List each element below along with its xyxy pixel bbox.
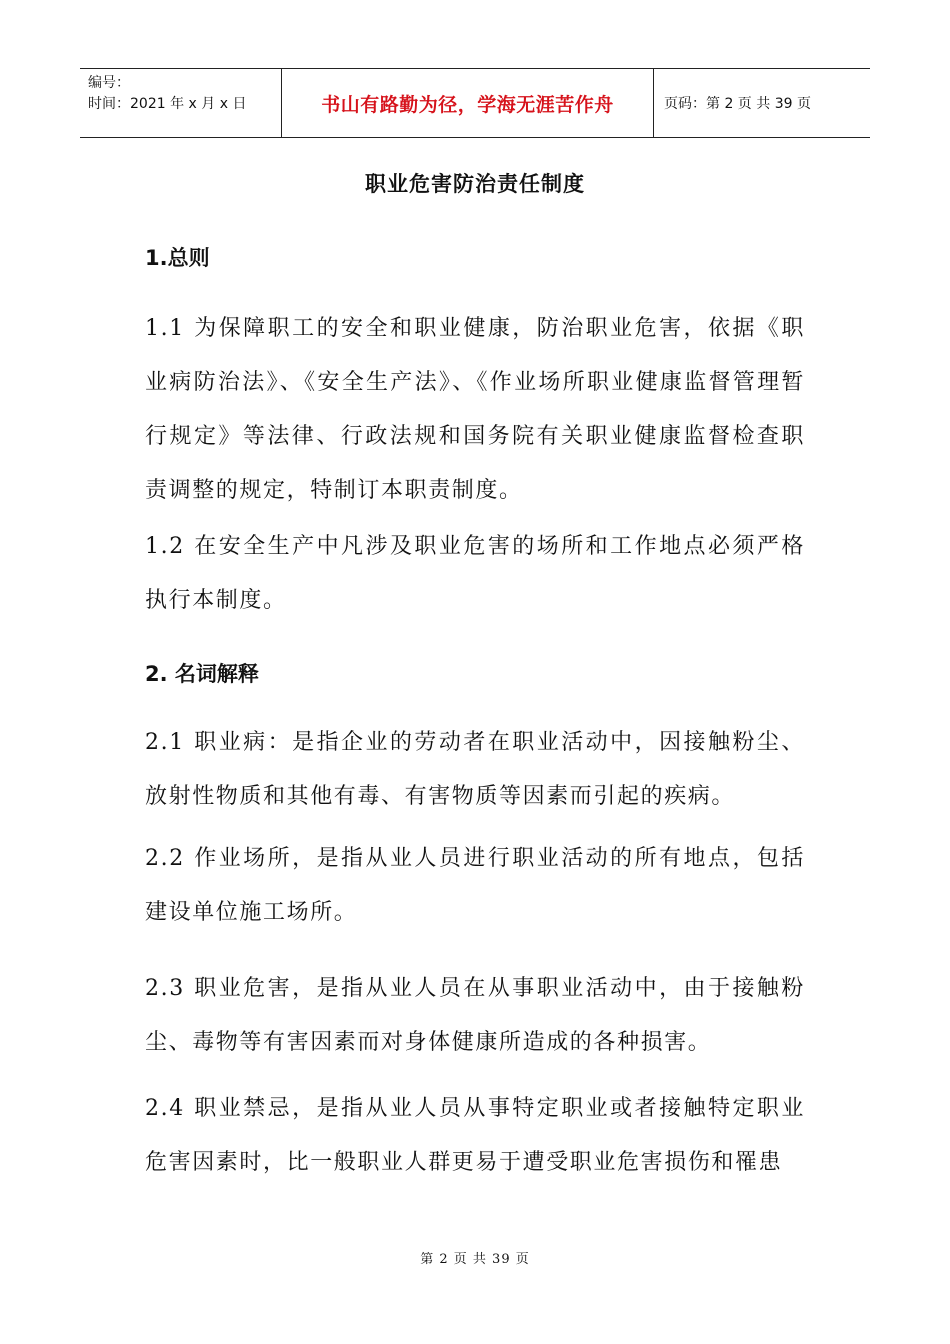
page-info: 页码：第 2 页 共 39 页 xyxy=(664,96,811,112)
section1-heading: 1.总则 xyxy=(145,246,210,270)
number-label: 编号： xyxy=(88,75,130,91)
document-title: 职业危害防治责任制度 xyxy=(365,172,585,196)
motto: 书山有路勤为径，学海无涯苦作舟 xyxy=(282,69,654,137)
time-label: 时间：2021 年 x 月 x 日 xyxy=(88,96,247,112)
header-table xyxy=(80,68,870,138)
paragraph-2-1: 2.1 职业病：是指企业的劳动者在职业活动中，因接触粉尘、放射性物质和其他有毒、有害物质等因素而引起的疾病。 xyxy=(145,730,805,809)
paragraph-2-4: 2.4 职业禁忌，是指从业人员从事特定职业或者接触特定职业危害因素时，比一般职业人群更易于遭受职业危害损伤和罹患 xyxy=(145,1096,805,1175)
section2-heading: 2. 名词解释 xyxy=(145,662,259,686)
paragraph-1-1: 1.1 为保障职工的安全和职业健康，防治职业危害，依据《职业病防治法》、《安全生产法》、《作业场所职业健康监督管理暂行规定》等法律、行政法规和国务院有关职业健康监督检查职责调整的规定，特制订本职责制度。 xyxy=(145,316,805,503)
paragraph-2-2: 2.2 作业场所，是指从业人员进行职业活动的所有地点，包括建设单位施工场所。 xyxy=(145,846,805,925)
header-left-cell xyxy=(80,69,282,137)
paragraph-1-2: 1.2 在安全生产中凡涉及职业危害的场所和工作地点必须严格执行本制度。 xyxy=(145,534,805,613)
paragraph-2-3: 2.3 职业危害，是指从业人员在从事职业活动中，由于接触粉尘、毒物等有害因素而对身体健康所造成的各种损害。 xyxy=(145,976,805,1055)
page-footer: 第 2 页 共 39 页 xyxy=(420,1252,530,1267)
